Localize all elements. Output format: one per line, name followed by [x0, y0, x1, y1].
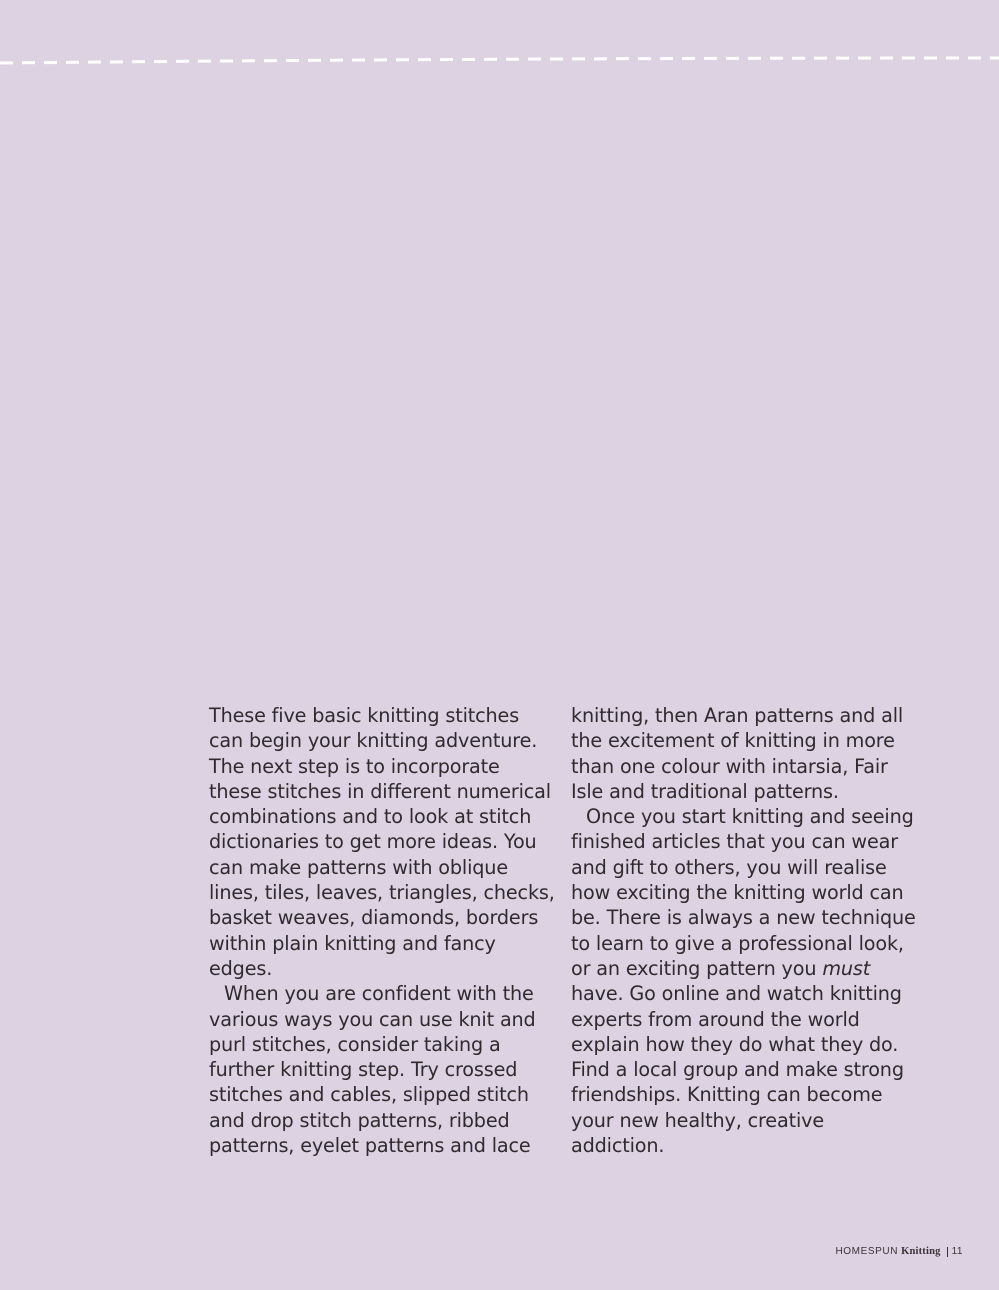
magazine-name: HOMESPUN	[835, 1246, 899, 1257]
footer-divider	[947, 1247, 948, 1257]
page-number: 11	[951, 1246, 963, 1257]
column-right	[571, 703, 919, 1158]
paragraph: When you are confident with the various ways you can use knit and purl stitches, consider taking a further knitting step. Try crossed stitches and cables, slipped stitch and drop stitch patterns, ribbed patterns, eyelet patterns and lace	[209, 982, 536, 1158]
paragraph-text: Once you start knitting and seeing finished articles that you can wear and gift to others, you will realise how exciting the knitting world can be. There is always a new technique to learn to give a professional look, or an exciting pattern you	[571, 805, 916, 980]
paragraph-text: have. Go online and watch knitting experts from around the world explain how they do what they do. Find a local group and make strong friendships. Knitting can become your new healthy, creative addiction.	[571, 982, 904, 1158]
emphasis-text: must	[822, 956, 871, 980]
paragraph: These five basic knitting stitches can begin your knitting adventure. The next step is to incorporate these stitches in different numerical combinations and to look at stitch dictionaries to get more ideas. You can make patterns with oblique lines, tiles, leaves, triangles, checks, basket weaves, diamonds, borders within plain knitting and fancy edges.	[209, 704, 555, 980]
paragraph: knitting, then Aran patterns and all the excitement of knitting in more than one colour with intarsia, Fair Isle and traditional patterns.	[571, 704, 904, 803]
paragraph	[571, 804, 919, 1158]
article-body	[209, 703, 919, 1158]
magazine-title: Knitting	[901, 1246, 941, 1257]
page-footer	[835, 1246, 963, 1257]
stitch-border-line	[0, 56, 999, 68]
column-left	[209, 703, 555, 1158]
